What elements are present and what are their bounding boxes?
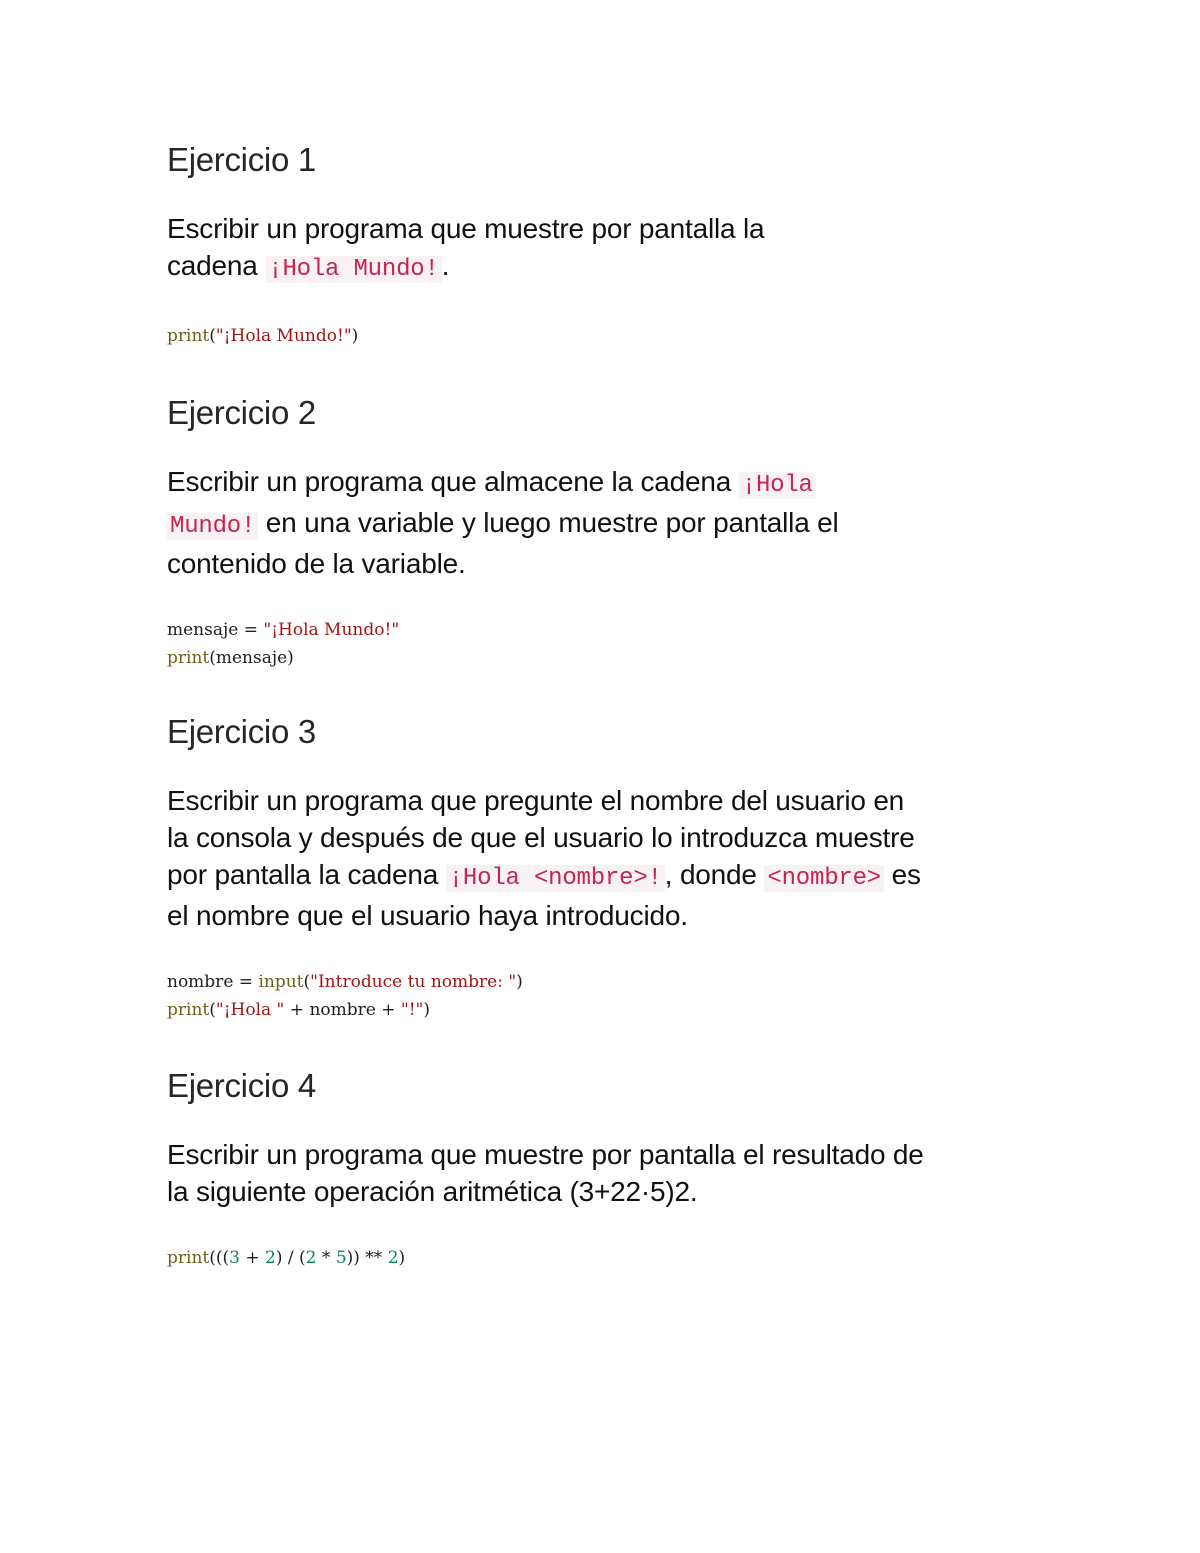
exercise-1-code-block [167,322,1047,350]
code-string: "¡Hola Mundo!" [263,620,400,640]
inline-code: Mundo! [167,513,258,540]
desc-text: . [441,250,450,281]
code-punct: * [316,1248,336,1268]
code-punct: ) / ( [275,1248,306,1268]
desc-text: Escribir un programa que pregunte el nombre del usuario en [167,785,905,816]
code-text: + nombre + [284,1000,401,1020]
desc-text: en una variable y luego muestre por pantalla el [258,507,839,538]
exercise-4-title: Ejercicio 4 [167,1067,316,1104]
code-punct: ) [516,972,523,992]
code-punct: ) [423,1000,430,1020]
code-punct: ) [351,326,359,346]
exercise-3-code-block [167,968,1047,1024]
code-punct: ( [209,1000,216,1020]
exercise-2 [167,393,1047,672]
code-number: 5 [335,1248,347,1268]
code-string: "!" [400,1000,424,1020]
desc-text: la consola y después de que el usuario lo introduzca muestre [167,822,915,853]
desc-text: la siguiente operación aritmética (3+22·5)2. [167,1176,698,1207]
code-text: mensaje = [167,620,264,640]
code-number: 2 [265,1248,276,1268]
code-punct: )) ** [346,1248,388,1268]
exercise-1 [167,140,1047,350]
code-string: "¡Hola " [215,1000,285,1020]
exercise-2-code-block [167,616,1047,672]
code-string: "¡Hola Mundo!" [215,326,352,346]
inline-code: <nombre> [764,865,884,892]
code-number: 2 [387,1248,399,1268]
code-text: (mensaje) [209,648,294,668]
inline-code: ¡Hola Mundo! [265,256,441,283]
code-function: print [167,1000,210,1020]
desc-text: , donde [664,859,765,890]
desc-text: cadena [167,250,266,281]
exercise-3-description [167,782,1047,934]
code-function: print [167,648,210,668]
exercise-2-description [167,463,1047,582]
desc-text: es [884,859,921,890]
exercise-1-description [167,210,1047,288]
desc-text: Escribir un programa que muestre por pantalla el resultado de [167,1139,924,1170]
code-punct: ) [398,1248,406,1268]
code-punct: ( [209,326,216,346]
desc-text: Escribir un programa que muestre por pantalla la [167,213,765,244]
exercise-2-title: Ejercicio 2 [167,394,316,431]
inline-code: ¡Hola [739,472,816,499]
code-number: 2 [305,1248,317,1268]
desc-text: contenido de la variable. [167,548,466,579]
code-function: print [167,326,210,346]
code-punct: ( [303,972,311,992]
exercise-3 [167,712,1047,1024]
desc-text: Escribir un programa que almacene la cadena [167,466,739,497]
desc-text: el nombre que el usuario haya introducido. [167,900,688,931]
exercise-3-title: Ejercicio 3 [167,713,316,750]
code-text: nombre = [167,972,259,992]
exercise-4 [167,1066,1047,1272]
inline-code: ¡Hola <nombre>! [446,865,665,892]
exercise-1-title: Ejercicio 1 [167,141,316,178]
code-number: 3 [229,1248,240,1268]
code-string: "Introduce tu nombre: " [310,972,517,992]
code-punct: + [239,1248,266,1268]
code-punct: ((( [209,1248,230,1268]
desc-text: por pantalla la cadena [167,859,446,890]
exercise-4-code-block [167,1244,1047,1272]
exercise-4-description [167,1136,1047,1210]
code-function: input [258,972,304,992]
code-function: print [167,1248,210,1268]
